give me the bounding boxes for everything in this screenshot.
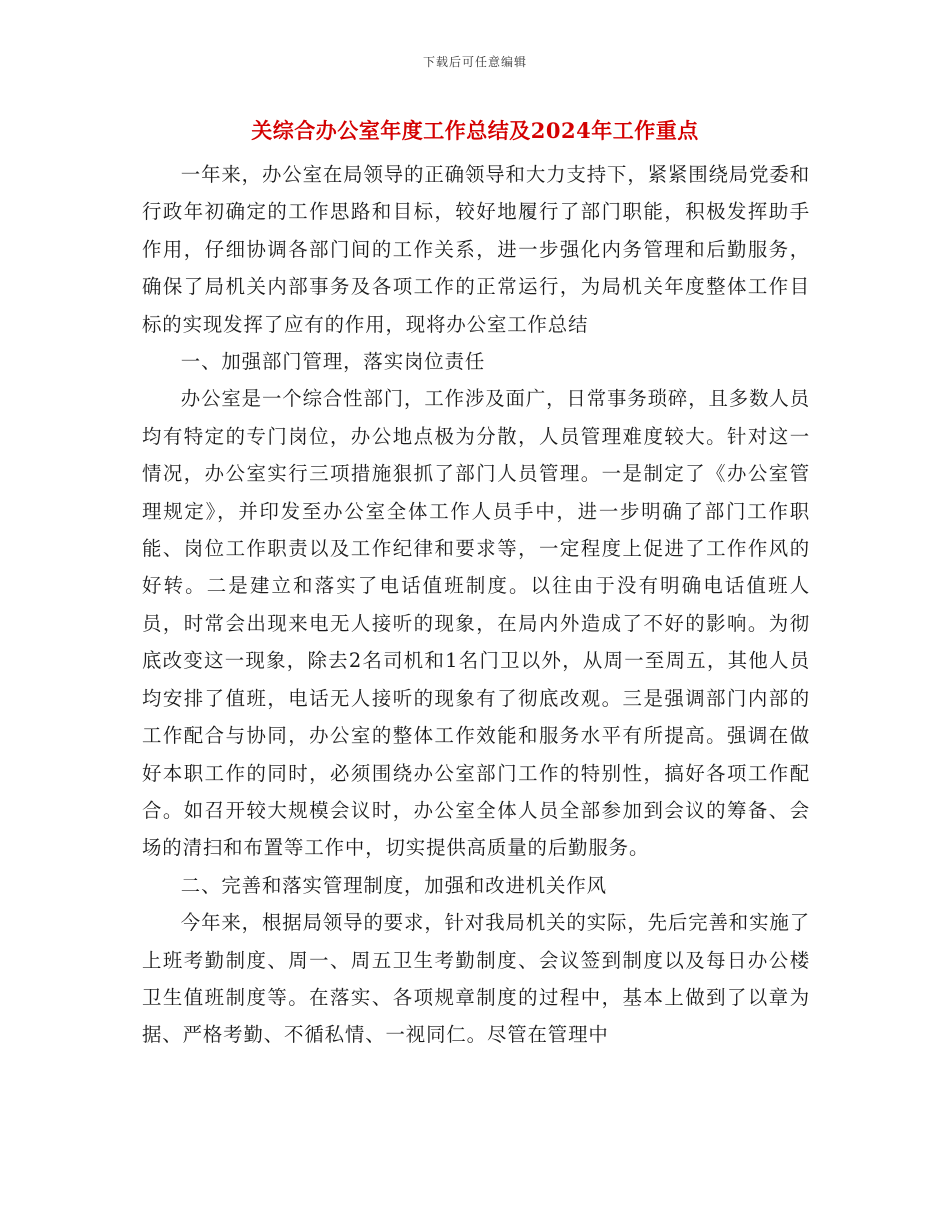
document-title: 关综合办公室年度工作总结及2024年工作重点: [251, 118, 699, 143]
document-body: [142, 156, 810, 1054]
header-note: 下载后可任意编辑: [422, 55, 527, 69]
section-heading-2: 二、完善和落实管理制度，加强和改进机关作风: [180, 873, 607, 897]
paragraph-section-1: 办公室是一个综合性部门，工作涉及面广，日常事务琐碎，且多数人员均有特定的专门岗位，办公地点极为分散，人员管理难度较大。针对这一情况，办公室实行三项措施狠抓了部门人员管理。一是制定了《办公室管理规定》，并印发至办公室全体工作人员手中，进一步明确了部门工作职能、岗位工作职责以及工作纪律和要求等，一定程度上促进了工作作风的好转。二是建立和落实了电话值班制度。以往由于没有明确电话值班人员，时常会出现来电无人接听的现象，在局内外造成了不好的影响。为彻底改变这一现象，除去2名司机和1名门卫以外，从周一至周五，其他人员均安排了值班，电话无人接听的现象有了彻底改观。三是强调部门内部的工作配合与协同，办公室的整体工作效能和服务水平有所提高。强调在做好本职工作的同时，必须围绕办公室部门工作的特别性，搞好各项工作配合。如召开较大规模会议时，办公室全体人员全部参加到会议的筹备、会场的清扫和布置等工作中，切实提供高质量的后勤服务。: [142, 387, 810, 860]
paragraph-intro: 一年来，办公室在局领导的正确领导和大力支持下，紧紧围绕局党委和行政年初确定的工作思路和目标，较好地履行了部门职能，积极发挥助手作用，仔细协调各部门间的工作关系，进一步强化内务管理和后勤服务，确保了局机关内部事务及各项工作的正常运行，为局机关年度整体工作目标的实现发挥了应有的作用，现将办公室工作总结: [142, 163, 810, 336]
section-heading-1: 一、加强部门管理，落实岗位责任: [180, 350, 486, 374]
paragraph-section-2: 今年来，根据局领导的要求，针对我局机关的实际，先后完善和实施了上班考勤制度、周一、周五卫生考勤制度、会议签到制度以及每日办公楼卫生值班制度等。在落实、各项规章制度的过程中，基本上做到了以章为据、严格考勤、不循私情、一视同仁。尽管在管理中: [142, 911, 810, 1047]
